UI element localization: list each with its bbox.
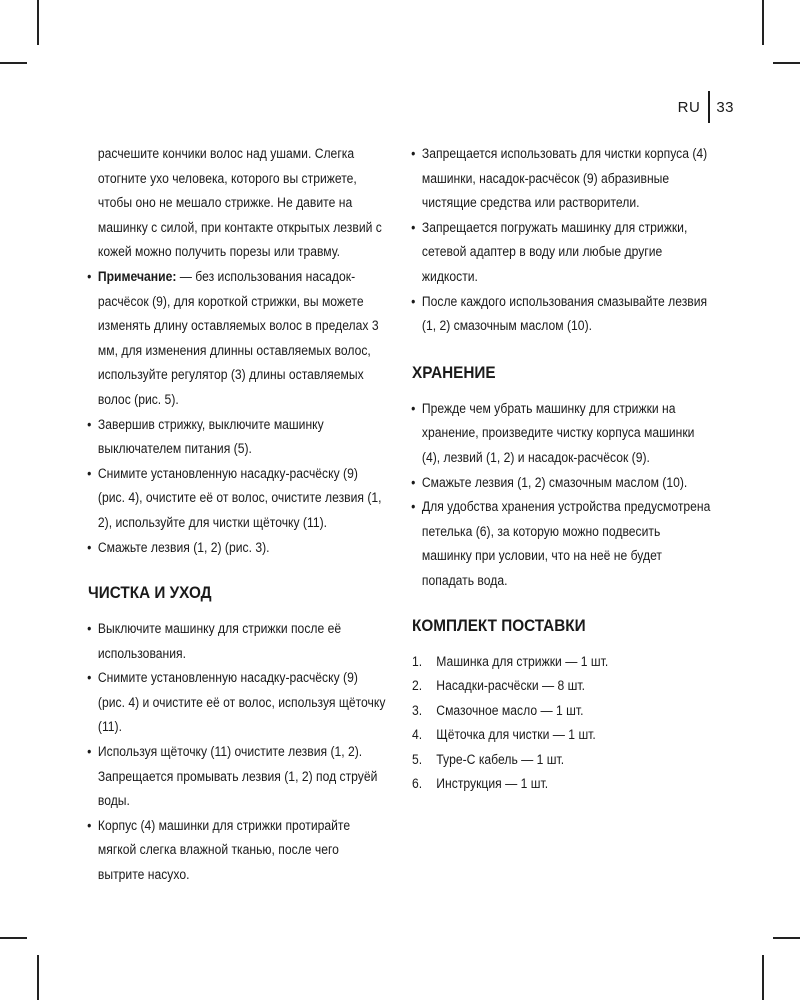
language-label: RU (677, 98, 701, 116)
list-item (88, 265, 387, 413)
crop-mark (37, 0, 39, 45)
page-number: 33 (716, 98, 734, 116)
list-item (412, 723, 714, 748)
list-item (412, 699, 714, 724)
list-item: • Корпус (4) машинки для стрижки протирайте мягкой слегка влажной тканью, после чего вытрите насухо. (88, 814, 387, 888)
crop-mark (0, 62, 27, 64)
item-number: 3. (412, 702, 423, 718)
list-item: • Смажьте лезвия (1, 2) (рис. 3). (88, 536, 387, 561)
list-item (412, 650, 714, 675)
item-text: Инструкция — 1 шт. (436, 776, 549, 792)
crop-mark (762, 955, 764, 1000)
list-item: • Запрещается погружать машинку для стрижки, сетевой адаптер в воду или любые другие жидкости. (412, 216, 714, 290)
item-number: 4. (412, 727, 423, 743)
crop-mark (37, 955, 39, 1000)
item-number: 2. (412, 678, 423, 694)
crop-mark (762, 0, 764, 45)
section-title-cleaning: ЧИСТКА И УХОД (88, 583, 212, 603)
cleaning-list (88, 617, 387, 888)
usage-list (88, 265, 387, 560)
list-item: • После каждого использования смазывайте лезвия (1, 2) смазочным маслом (10). (412, 290, 714, 339)
item-text: Насадки-расчёски — 8 шт. (436, 678, 585, 694)
item-text: Машинка для стрижки — 1 шт. (436, 653, 609, 669)
section-title-storage: ХРАНЕНИЕ (412, 362, 496, 382)
item-text: Type-C кабель — 1 шт. (436, 751, 565, 767)
list-item: • Завершив стрижку, выключите машинку выключателем питания (5). (88, 413, 387, 462)
item-number: 5. (412, 751, 423, 767)
crop-mark (0, 937, 27, 939)
crop-mark (773, 937, 800, 939)
list-item (412, 748, 714, 773)
kit-list (412, 650, 714, 798)
list-item (412, 772, 714, 797)
section-title-kit: КОМПЛЕКТ ПОСТАВКИ (412, 615, 586, 635)
intro-paragraph: расчешите кончики волос над ушами. Слегка отогните ухо человека, которого вы стрижете, чтобы оно не мешало стрижке. Не давите на машинку с силой, при контакте открытых лезвий с кожей можно получить порезы или травму. (97, 146, 382, 260)
right-column (412, 142, 714, 797)
page-header (678, 92, 734, 122)
cleaning-list-continued (412, 142, 714, 339)
left-column (88, 142, 387, 888)
list-item: • Прежде чем убрать машинку для стрижки на хранение, произведите чистку корпуса машинки (4), лезвий (1, 2) и насадок-расчёсок (9). (412, 397, 714, 471)
list-item: • Снимите установленную насадку-расчёску (9) (рис. 4) и очистите её от волос, используя щёточку (11). (88, 666, 387, 740)
list-item: • Выключите машинку для стрижки после её использования. (88, 617, 387, 666)
header-divider (708, 91, 710, 123)
item-text: Смазочное масло — 1 шт. (436, 702, 584, 718)
list-item (412, 674, 714, 699)
note-text: — без использования насадок-расчёсок (9), для короткой стрижки, вы можете изменять длину оставляемых волос в пределах 3 мм, для изменения длинны оставляемых волос, используйте регулятор (3) длины оставляемых волос (рис. 5). (97, 268, 379, 407)
note-label: Примечание: (97, 268, 177, 284)
crop-mark (773, 62, 800, 64)
item-number: 1. (412, 653, 423, 669)
list-item: • Снимите установленную насадку-расчёску (9) (рис. 4), очистите её от волос, очистите лезвия (1, 2), используйте для чистки щёточку (11). (88, 462, 387, 536)
item-number: 6. (412, 776, 423, 792)
list-item: • Запрещается использовать для чистки корпуса (4) машинки, насадок-расчёсок (9) абразивные чистящие средства или растворители. (412, 142, 714, 216)
list-item: • Используя щёточку (11) очистите лезвия (1, 2). Запрещается промывать лезвия (1, 2) под струёй воды. (88, 740, 387, 814)
item-text: Щёточка для чистки — 1 шт. (436, 727, 596, 743)
storage-list (412, 397, 714, 594)
list-item: • Для удобства хранения устройства предусмотрена петелька (6), за которую можно подвесить машинку при условии, что на неё не будет попадать вода. (412, 495, 714, 593)
list-item: • Смажьте лезвия (1, 2) смазочным маслом (10). (412, 471, 714, 496)
